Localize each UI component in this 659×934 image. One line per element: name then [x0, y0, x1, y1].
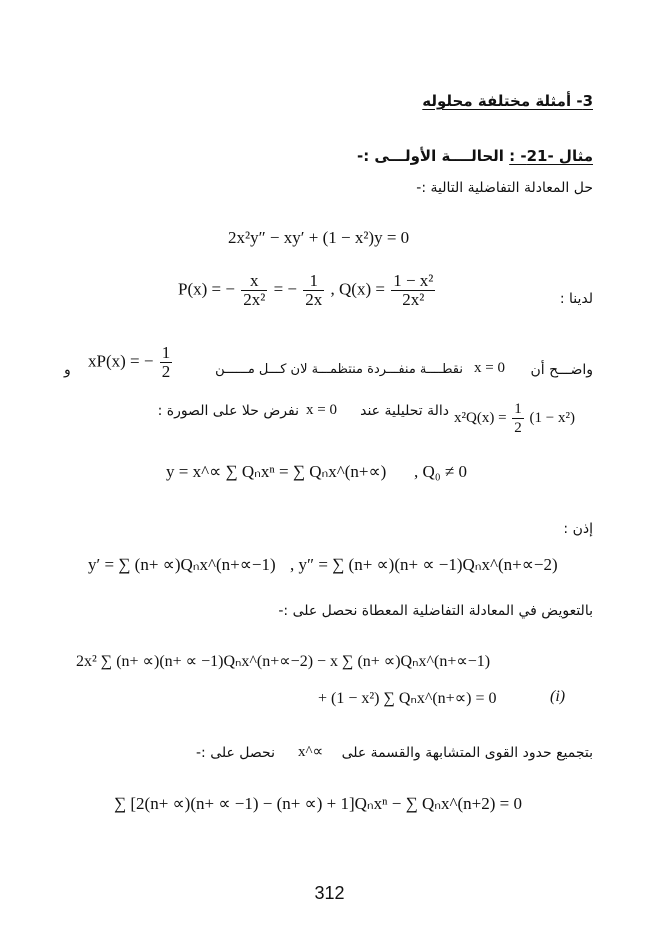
idhan-label: إذن : [563, 521, 593, 537]
x-alpha: x^∝ [298, 744, 324, 760]
x-zero-1: x = 0 [474, 360, 505, 376]
coef-p2-num: 1 [303, 272, 324, 291]
coefficients-equation [178, 272, 437, 309]
xp-fraction [160, 344, 173, 381]
example-label-line [357, 147, 593, 165]
derivative-second: , y″ = ∑ (n+ ∝)(n+ ∝ −1)Qₙx^(n+∝−2) [290, 555, 558, 574]
page-number: 312 [314, 883, 345, 903]
x2q-suffix: (1 − x²) [529, 409, 575, 426]
x2q-den: 2 [514, 420, 522, 436]
xp-num: 1 [161, 343, 171, 362]
coef-q-num: 1 − x² [393, 271, 434, 290]
x2q-equation [454, 400, 575, 437]
substitution-line-1: 2x² ∑ (n+ ∝)(n+ ∝ −1)Qₙx^(n+∝−2) − x ∑ (n+ ∝)Qₙx^(n+∝−1) [76, 653, 491, 670]
assume-text: نفرض حلا على الصورة : [157, 403, 299, 419]
regular-point-text: نقطــــة منفـــردة منتظمـــة لان كـــل مــــــن [215, 362, 463, 377]
coef-p-fraction [241, 272, 267, 309]
example-instruction: حل المعادلة التفاضلية التالية :- [416, 180, 593, 196]
example-case: الحالــــة الأولـــى :- [356, 147, 504, 165]
series-y: y = x^∝ ∑ Qₙxⁿ = ∑ Qₙx^(n+∝) [166, 462, 387, 481]
xp-prefix: xP(x) = − [88, 351, 154, 371]
equation-tag-i: (i) [550, 688, 566, 705]
wadih-text: واضـــح أن [530, 362, 593, 378]
section-heading: 3- أمثلة مختلفة محلوله [422, 92, 593, 110]
coef-q-fraction [391, 272, 435, 309]
coef-p2-den: 2x [305, 290, 323, 309]
x2q-fraction [512, 400, 524, 437]
coef-p-den: 2x² [243, 290, 266, 309]
coef-p-num: x [241, 272, 267, 291]
coef-q-prefix: , Q(x) = [330, 279, 385, 299]
coef-q-den: 2x² [402, 290, 425, 309]
analytic-text: دالة تحليلية عند [360, 403, 449, 419]
xp-den: 2 [161, 362, 171, 381]
x-zero-2: x = 0 [306, 402, 337, 418]
and-text: و [64, 362, 71, 378]
obtain-text: نحصل على :- [195, 745, 275, 761]
coef-p-prefix: P(x) = − [178, 279, 235, 299]
ladayna-label: لدينا : [559, 291, 593, 307]
series-condition: , Q₀ ≠ 0 [414, 462, 468, 481]
grouping-text: بتجميع حدود القوى المتشابهة والقسمة على [341, 745, 593, 761]
collected-equation: ∑ [2(n+ ∝)(n+ ∝ −1) − (n+ ∝) + 1]Qₙxⁿ − ∑ Qₙx^(n+2) = 0 [114, 794, 522, 813]
coef-p2-fraction [303, 272, 324, 309]
substitution-text: بالتعويض في المعادلة التفاضلية المعطاة نحصل على :- [278, 603, 593, 619]
ode-equation: 2x²y″ − xy′ + (1 − x²)y = 0 [228, 228, 410, 247]
substitution-line-2: + (1 − x²) ∑ Qₙx^(n+∝) = 0 [318, 690, 497, 707]
x2q-num: 1 [514, 401, 522, 417]
example-label: مثال -21- : [509, 147, 593, 165]
coef-p-mid: = − [273, 279, 297, 299]
xp-equation [88, 344, 174, 381]
derivative-first: y′ = ∑ (n+ ∝)Qₙx^(n+∝−1) [88, 555, 276, 574]
x2q-prefix: x²Q(x) = [454, 409, 507, 426]
